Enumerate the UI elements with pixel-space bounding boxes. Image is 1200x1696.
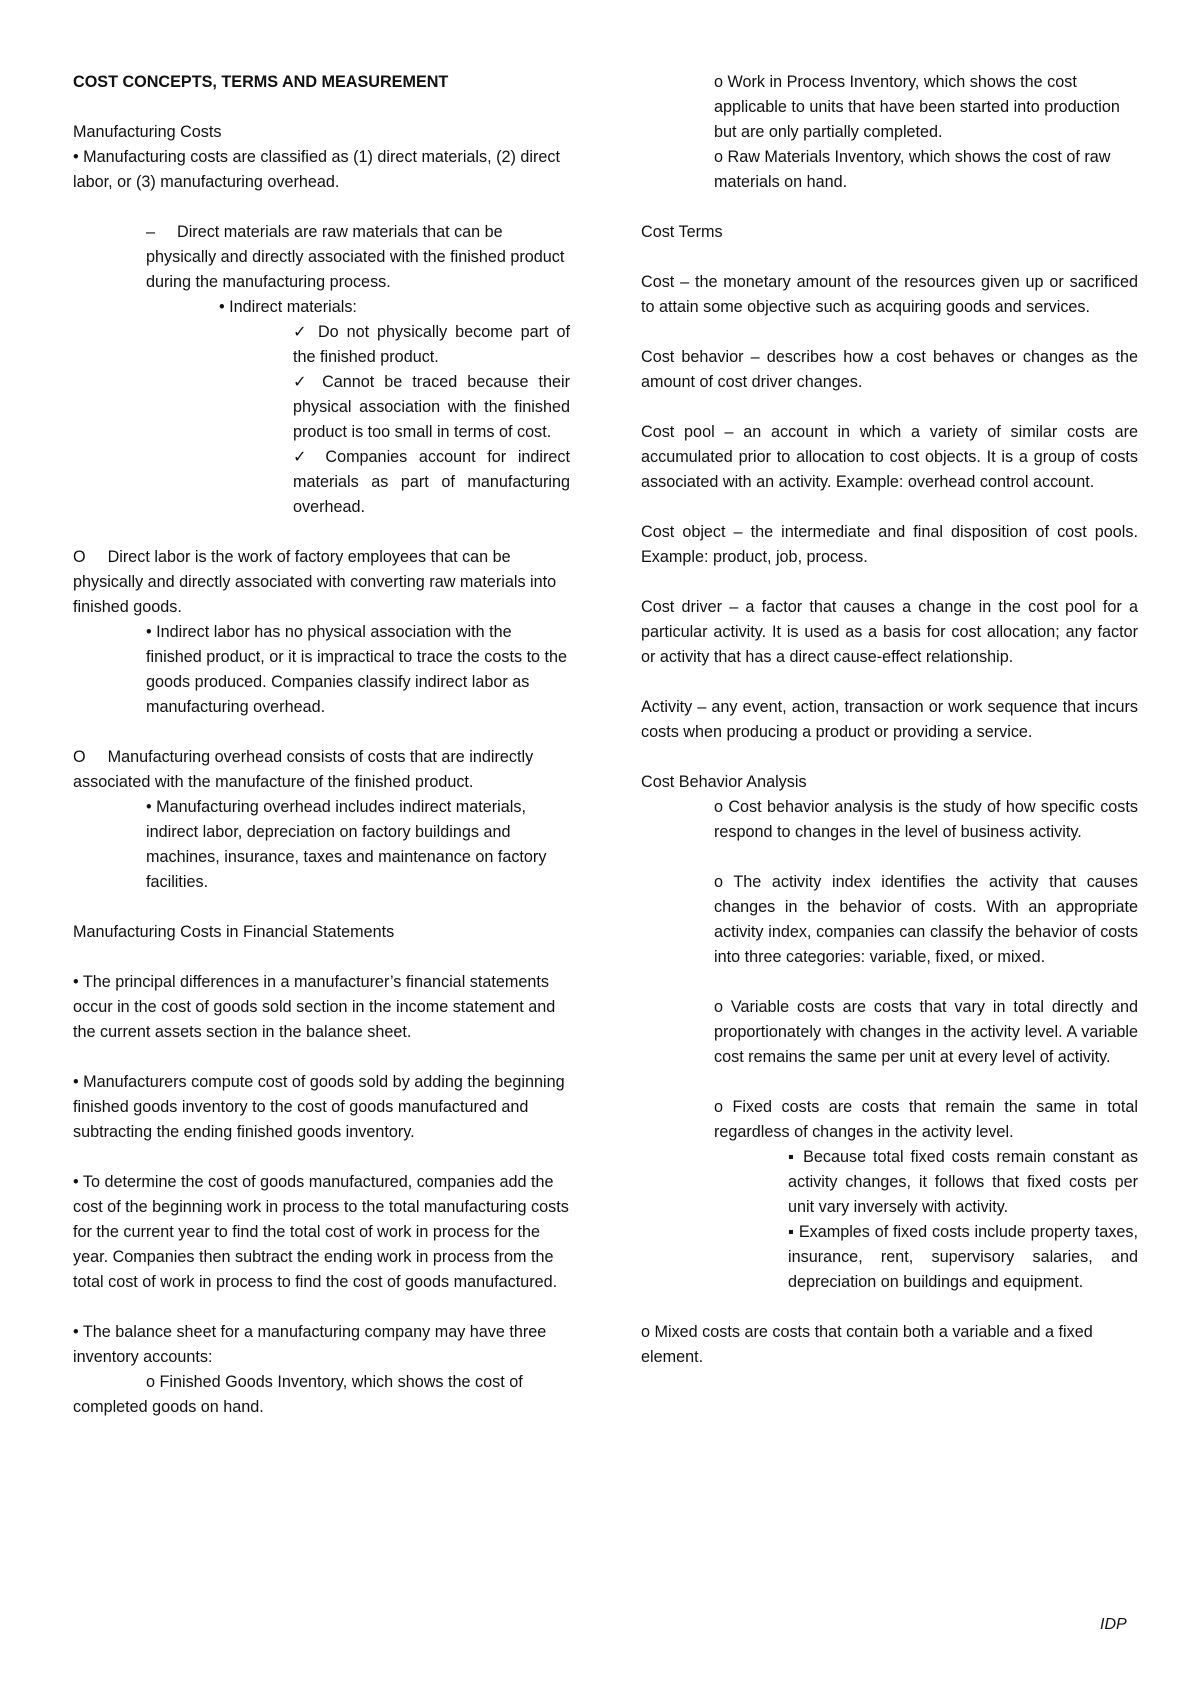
circle-marker: O xyxy=(73,748,86,766)
manufacturing-costs-intro: • Manufacturing costs are classified as (1) direct materials, (2) direct labor, or (3) manufacturing overhead. xyxy=(73,148,560,191)
cost-behavior-analysis-item-4: o Fixed costs are costs that remain the same in total regardless of changes in the activity level. xyxy=(714,1098,1138,1141)
indirect-materials-item-2: ✓ Cannot be traced because their physical association with the finished product is too small in terms of cost. xyxy=(293,373,570,441)
indirect-materials-item-3: ✓ Companies account for indirect materials as part of manufacturing overhead. xyxy=(293,448,570,516)
cost-behavior-analysis-heading: Cost Behavior Analysis xyxy=(641,773,807,791)
financial-statements-para-3: • To determine the cost of goods manufactured, companies add the cost of the beginning work in process to the total manufacturing costs for the current year to find the total cost of work in process for the year. Companies then subtract the ending work in process from the total cost of work in process to find the cost of goods manufactured. xyxy=(73,1173,569,1291)
fixed-costs-item-2: ▪ Examples of fixed costs include property taxes, insurance, rent, supervisory salaries, and depreciation on buildings and equipment. xyxy=(788,1223,1138,1291)
manufacturing-overhead-includes: • Manufacturing overhead includes indirect materials, indirect labor, depreciation on factory buildings and machines, insurance, taxes and maintenance on factory facilities. xyxy=(146,798,547,891)
indirect-materials-heading: • Indirect materials: xyxy=(219,298,357,316)
work-in-process-inventory-item: o Work in Process Inventory, which shows the cost applicable to units that have been started into production but are only partially completed. xyxy=(714,73,1120,141)
cost-behavior-analysis-item-3: o Variable costs are costs that vary in total directly and proportionately with changes in the activity level. A variable cost remains the same per unit at every level of activity. xyxy=(714,998,1138,1066)
manufacturing-overhead-item xyxy=(73,745,570,795)
term-cost-object: Cost object – the intermediate and final disposition of cost pools. Example: product, job, process. xyxy=(641,523,1138,566)
circle-marker: O xyxy=(73,548,86,566)
financial-statements-heading: Manufacturing Costs in Financial Statements xyxy=(73,923,395,941)
financial-statements-para-4: • The balance sheet for a manufacturing company may have three inventory accounts: xyxy=(73,1323,547,1366)
cost-terms-heading: Cost Terms xyxy=(641,223,723,241)
direct-labor-text: Direct labor is the work of factory employees that can be physically and directly associated with converting raw materials into finished goods. xyxy=(73,548,557,616)
cost-behavior-analysis-item-1: o Cost behavior analysis is the study of how specific costs respond to changes in the level of business activity. xyxy=(714,798,1138,841)
dash-marker: – xyxy=(146,223,156,241)
fixed-costs-item-1: ▪ Because total fixed costs remain constant as activity changes, it follows that fixed costs per unit vary inversely with activity. xyxy=(788,1148,1138,1216)
financial-statements-para-2: • Manufacturers compute cost of goods sold by adding the beginning finished goods inventory to the cost of goods manufactured and subtracting the ending finished goods inventory. xyxy=(73,1073,565,1141)
term-cost-driver: Cost driver – a factor that causes a change in the cost pool for a particular activity. It is used as a basis for cost allocation; any factor or activity that has a direct cause-effect relationship. xyxy=(641,598,1138,666)
document-title: COST CONCEPTS, TERMS AND MEASUREMENT xyxy=(73,73,449,91)
direct-materials-text: Direct materials are raw materials that can be physically and directly associated with the finished product during the manufacturing process. xyxy=(146,223,565,291)
indirect-materials-item-1: ✓ Do not physically become part of the finished product. xyxy=(293,323,570,366)
footer-initials: IDP xyxy=(1100,1616,1127,1633)
term-cost-pool: Cost pool – an account in which a variety of similar costs are accumulated prior to allocation to cost objects. It is a group of costs associated with an activity. Example: overhead control account. xyxy=(641,423,1138,491)
raw-materials-inventory-item: o Raw Materials Inventory, which shows the cost of raw materials on hand. xyxy=(714,148,1111,191)
direct-labor-item xyxy=(73,545,570,620)
term-cost-behavior: Cost behavior – describes how a cost behaves or changes as the amount of cost driver changes. xyxy=(641,348,1138,391)
indirect-labor-text: • Indirect labor has no physical association with the finished product, or it is impractical to trace the costs to the goods produced. Companies classify indirect labor as manufacturing overhead. xyxy=(146,623,568,716)
term-cost: Cost – the monetary amount of the resources given up or sacrificed to attain some objective such as acquiring goods and services. xyxy=(641,273,1138,316)
term-activity: Activity – any event, action, transaction or work sequence that incurs costs when producing a product or providing a service. xyxy=(641,698,1138,741)
manufacturing-costs-heading: Manufacturing Costs xyxy=(73,123,222,141)
cost-behavior-analysis-item-2: o The activity index identifies the activity that causes changes in the behavior of costs. With an appropriate activity index, companies can classify the behavior of costs into three categories: variable, fixed, or mixed. xyxy=(714,873,1138,966)
manufacturing-overhead-text: Manufacturing overhead consists of costs that are indirectly associated with the manufacture of the finished product. xyxy=(73,748,534,791)
left-column xyxy=(73,70,570,1420)
finished-goods-inventory-item: o Finished Goods Inventory, which shows the cost of completed goods on hand. xyxy=(73,1373,523,1416)
right-column xyxy=(641,70,1138,1370)
direct-materials-item xyxy=(146,220,570,295)
mixed-costs-item: o Mixed costs are costs that contain both a variable and a fixed element. xyxy=(641,1323,1093,1366)
financial-statements-para-1: • The principal differences in a manufacturer’s financial statements occur in the cost of goods sold section in the income statement and the current assets section in the balance sheet. xyxy=(73,973,556,1041)
